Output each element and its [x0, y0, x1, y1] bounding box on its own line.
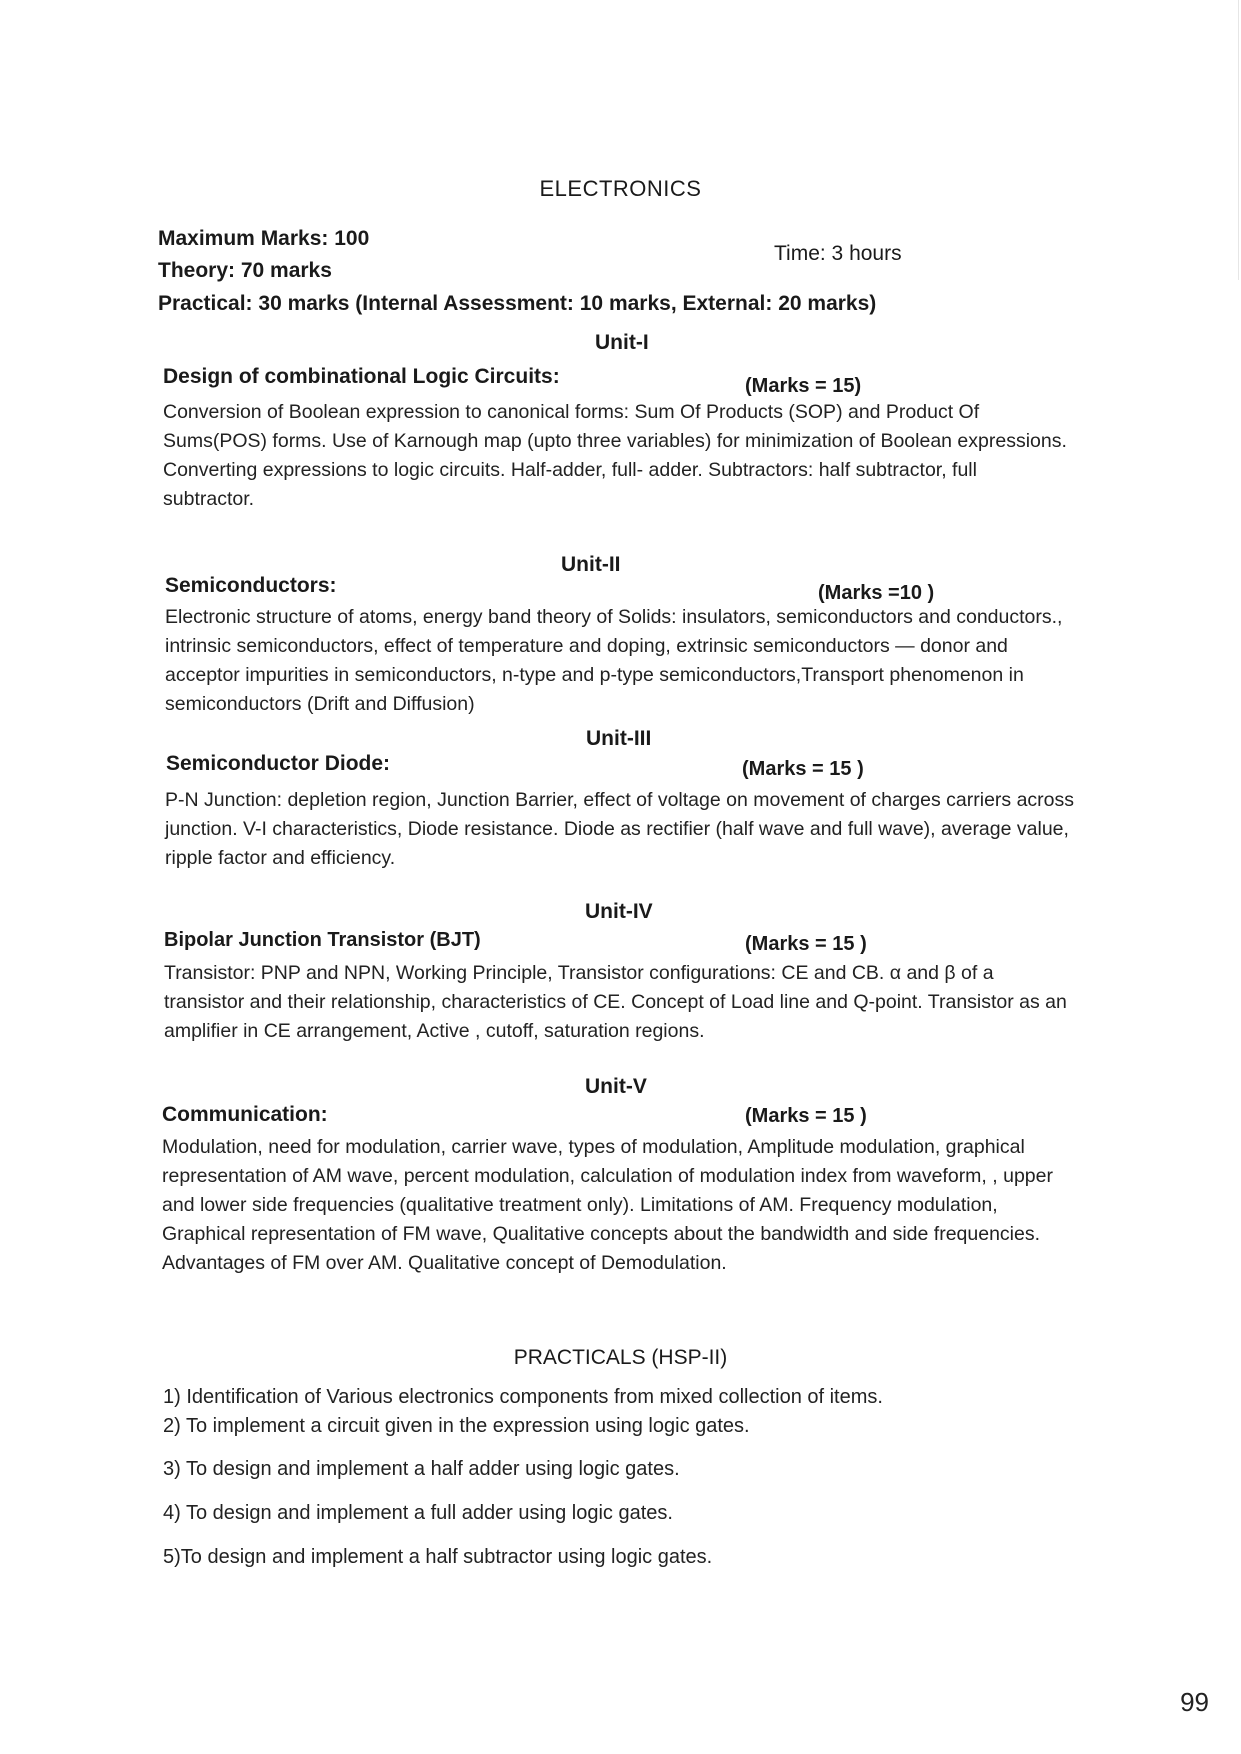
exam-time: Time: 3 hours [774, 242, 902, 265]
unit-description [162, 1133, 1074, 1278]
unit-heading: Unit-III [586, 727, 652, 750]
unit-description [165, 786, 1077, 873]
text-line: Modulation, need for modulation, carrier wave, types of modulation, Amplitude modulation, graphical [162, 1136, 1025, 1158]
unit-heading: Unit-II [561, 553, 621, 576]
unit-description [163, 398, 1075, 514]
text-line: Converting expressions to logic circuits. Half-adder, full- adder. Subtractors: half subtractor, full [163, 459, 977, 481]
unit-title: Semiconductor Diode: [166, 752, 391, 775]
practical-marks: Practical: 30 marks (Internal Assessment: 10 marks, External: 20 marks) [158, 292, 877, 315]
practical-item: 2) To implement a circuit given in the expression using logic gates. [163, 1415, 750, 1437]
practical-item: 4) To design and implement a full adder using logic gates. [163, 1502, 673, 1524]
unit-title: Semiconductors: [165, 574, 337, 597]
theory-marks: Theory: 70 marks [158, 259, 332, 282]
unit-description [164, 959, 1076, 1046]
unit-marks: (Marks = 15 ) [745, 1105, 867, 1127]
practical-item: 5)To design and implement a half subtractor using logic gates. [163, 1546, 713, 1568]
document-title: ELECTRONICS [539, 176, 702, 201]
text-line: acceptor impurities in semiconductors, n-type and p-type semiconductors,Transport phenomenon in [165, 664, 1024, 686]
text-line: Sums(POS) forms. Use of Karnough map (upto three variables) for minimization of Boolean expressions. [163, 430, 1067, 452]
page-number: 99 [1180, 1687, 1209, 1717]
unit-marks: (Marks = 15 ) [742, 758, 864, 780]
unit-marks: (Marks = 15) [745, 375, 862, 397]
practicals-heading: PRACTICALS (HSP-II) [513, 1346, 728, 1369]
text-line: ripple factor and efficiency. [165, 847, 396, 869]
practical-item: 3) To design and implement a half adder using logic gates. [163, 1458, 680, 1480]
unit-heading: Unit-I [595, 331, 649, 354]
text-line: and lower side frequencies (qualitative treatment only). Limitations of AM. Frequency modulation, [162, 1194, 998, 1216]
text-line: Conversion of Boolean expression to canonical forms: Sum Of Products (SOP) and Product Of [163, 401, 980, 423]
scan-edge-line [1238, 0, 1239, 280]
text-line: Advantages of FM over AM. Qualitative concept of Demodulation. [162, 1252, 727, 1274]
practical-item: 1) Identification of Various electronics components from mixed collection of items. [163, 1386, 883, 1408]
unit-title: Bipolar Junction Transistor (BJT) [164, 929, 481, 951]
unit-heading: Unit-IV [585, 900, 653, 923]
unit-description [165, 603, 1077, 719]
unit-title: Design of combinational Logic Circuits: [163, 365, 560, 388]
text-line: Electronic structure of atoms, energy band theory of Solids: insulators, semiconductors and conductors., [165, 606, 1063, 628]
text-line: P-N Junction: depletion region, Junction Barrier, effect of voltage on movement of charges carriers across [165, 789, 1075, 811]
text-line: junction. V-I characteristics, Diode resistance. Diode as rectifier (half wave and full wave), average value, [165, 818, 1069, 840]
text-line: semiconductors (Drift and Diffusion) [165, 693, 475, 715]
text-line: representation of AM wave, percent modulation, calculation of modulation index from waveform, , upper [162, 1165, 1053, 1187]
text-line: subtractor. [163, 488, 255, 510]
unit-marks: (Marks =10 ) [818, 582, 935, 604]
text-line: amplifier in CE arrangement, Active , cutoff, saturation regions. [164, 1020, 705, 1042]
max-marks: Maximum Marks: 100 [158, 227, 370, 250]
unit-heading: Unit-V [585, 1075, 647, 1098]
text-line: intrinsic semiconductors, effect of temperature and doping, extrinsic semiconductors — donor and [165, 635, 1008, 657]
text-line: transistor and their relationship, characteristics of CE. Concept of Load line and Q-point. Transistor as an [164, 991, 1067, 1013]
text-line: Graphical representation of FM wave, Qualitative concepts about the bandwidth and side frequencies. [162, 1223, 1041, 1245]
unit-title: Communication: [162, 1103, 328, 1126]
text-line: Transistor: PNP and NPN, Working Principle, Transistor configurations: CE and CB. α and β of a [164, 962, 994, 984]
unit-marks: (Marks = 15 ) [745, 933, 867, 955]
